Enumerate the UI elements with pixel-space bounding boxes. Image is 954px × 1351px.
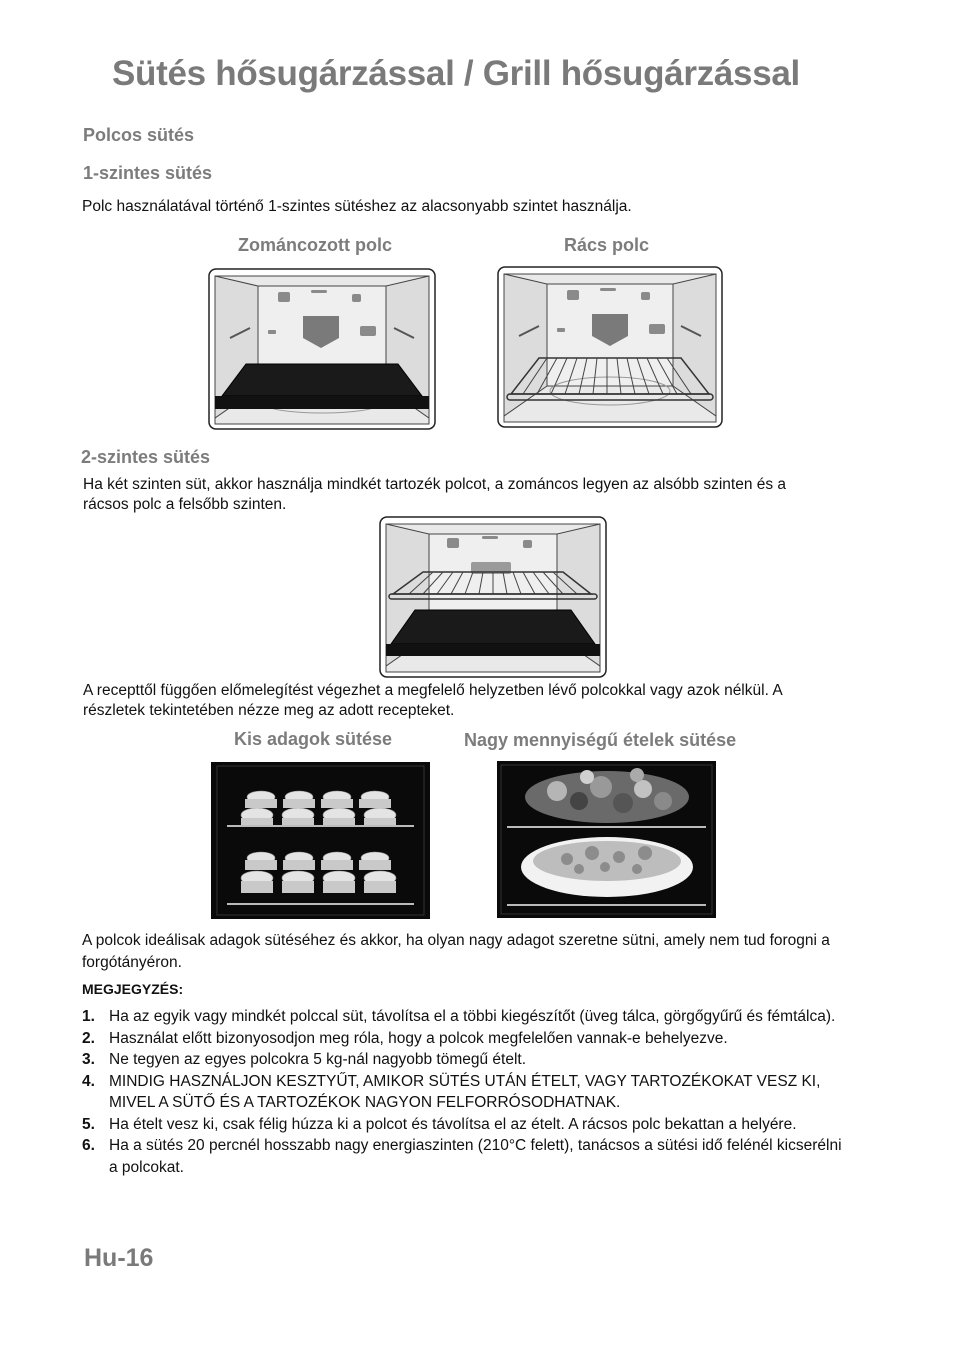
photo-small-portions <box>211 762 430 919</box>
notes-list <box>82 1006 842 1178</box>
note-item <box>82 1006 842 1028</box>
note-item <box>82 1049 842 1071</box>
note-number: 1. <box>82 1008 95 1025</box>
two-level-text: Ha két szinten süt, akkor használja mindkét tartozék polcot, a zománcos legyen az alsóbb szinten és a rácsos polc a felsőbb szinten. <box>83 476 787 513</box>
note-number: 5. <box>82 1115 95 1133</box>
note-number: 3. <box>82 1051 95 1068</box>
note-text: Ne tegyen az egyes polcokra 5 kg-nál nagyobb tömegű ételt. <box>109 1051 527 1068</box>
oven-two-level-illustration <box>379 516 607 678</box>
notes-heading: MEGJEGYZÉS: <box>82 981 184 997</box>
caption-small-portions: Kis adagok sütése <box>234 729 393 749</box>
page-number: Hu-16 <box>84 1244 154 1272</box>
ideal-text: A polcok ideálisak adagok sütéséhez és akkor, ha olyan nagy adagot szeretne sütni, amely nem tud forogni a forgótányéron. <box>82 932 830 971</box>
section-heading-shelf-baking: Polcos sütés <box>83 125 195 145</box>
oven-enamel-shelf-illustration <box>208 268 436 430</box>
note-text: MINDIG HASZNÁLJON KESZTYŰT, AMIKOR SÜTÉS UTÁN ÉTELT, VAGY TARTOZÉKOKAT VESZ KI, MIVEL A SÜTŐ ÉS A TARTOZÉKOK NAGYON FELFORRÓSODHATNAK. <box>109 1072 821 1111</box>
note-text: Ha a sütés 20 percnél hosszabb nagy energiaszinten (210°C felett), tanácsos a sütési idő felénél kicserélni a polcokat. <box>109 1137 842 1176</box>
heading-one-level: 1-szintes sütés <box>83 163 213 183</box>
oven-rack-shelf-illustration <box>497 266 723 428</box>
photo-large-quantities <box>497 761 716 918</box>
one-level-text: Polc használatával történő 1-szintes sütéshez az alacsonyabb szintet használja. <box>82 198 632 215</box>
note-text: Ha az egyik vagy mindkét polccal süt, távolítsa el a többi kiegészítőt (üveg tálca, görgőgyűrű és fémtálca). <box>109 1008 836 1025</box>
caption-enamel-shelf: Zománcozott polc <box>238 235 392 255</box>
page-title: Sütés hősugárzással / Grill hősugárzással <box>112 54 800 93</box>
note-item <box>82 1135 842 1178</box>
heading-two-level: 2-szintes sütés <box>81 447 211 467</box>
note-item <box>82 1028 842 1050</box>
preheat-text: A recepttől függően előmelegítést végezhet a megfelelő helyzetben lévő polcokkal vagy azok nélkül. A részletek tekintetében nézze meg az adott recepteket. <box>83 682 782 719</box>
note-text: Ha ételt vesz ki, csak félig húzza ki a polcot és távolítsa el az ételt. A rácsos polc bekattan a helyére. <box>109 1115 797 1133</box>
note-item <box>82 1114 842 1136</box>
caption-large-quantities: Nagy mennyiségű ételek sütése <box>464 730 737 750</box>
caption-rack-shelf: Rács polc <box>564 235 650 255</box>
note-text: Használat előtt bizonyosodjon meg róla, hogy a polcok megfelelően vannak-e behelyezve. <box>109 1029 728 1047</box>
note-item <box>82 1071 842 1114</box>
note-number: 2. <box>82 1029 95 1047</box>
note-number: 4. <box>82 1072 95 1090</box>
note-number: 6. <box>82 1137 95 1154</box>
